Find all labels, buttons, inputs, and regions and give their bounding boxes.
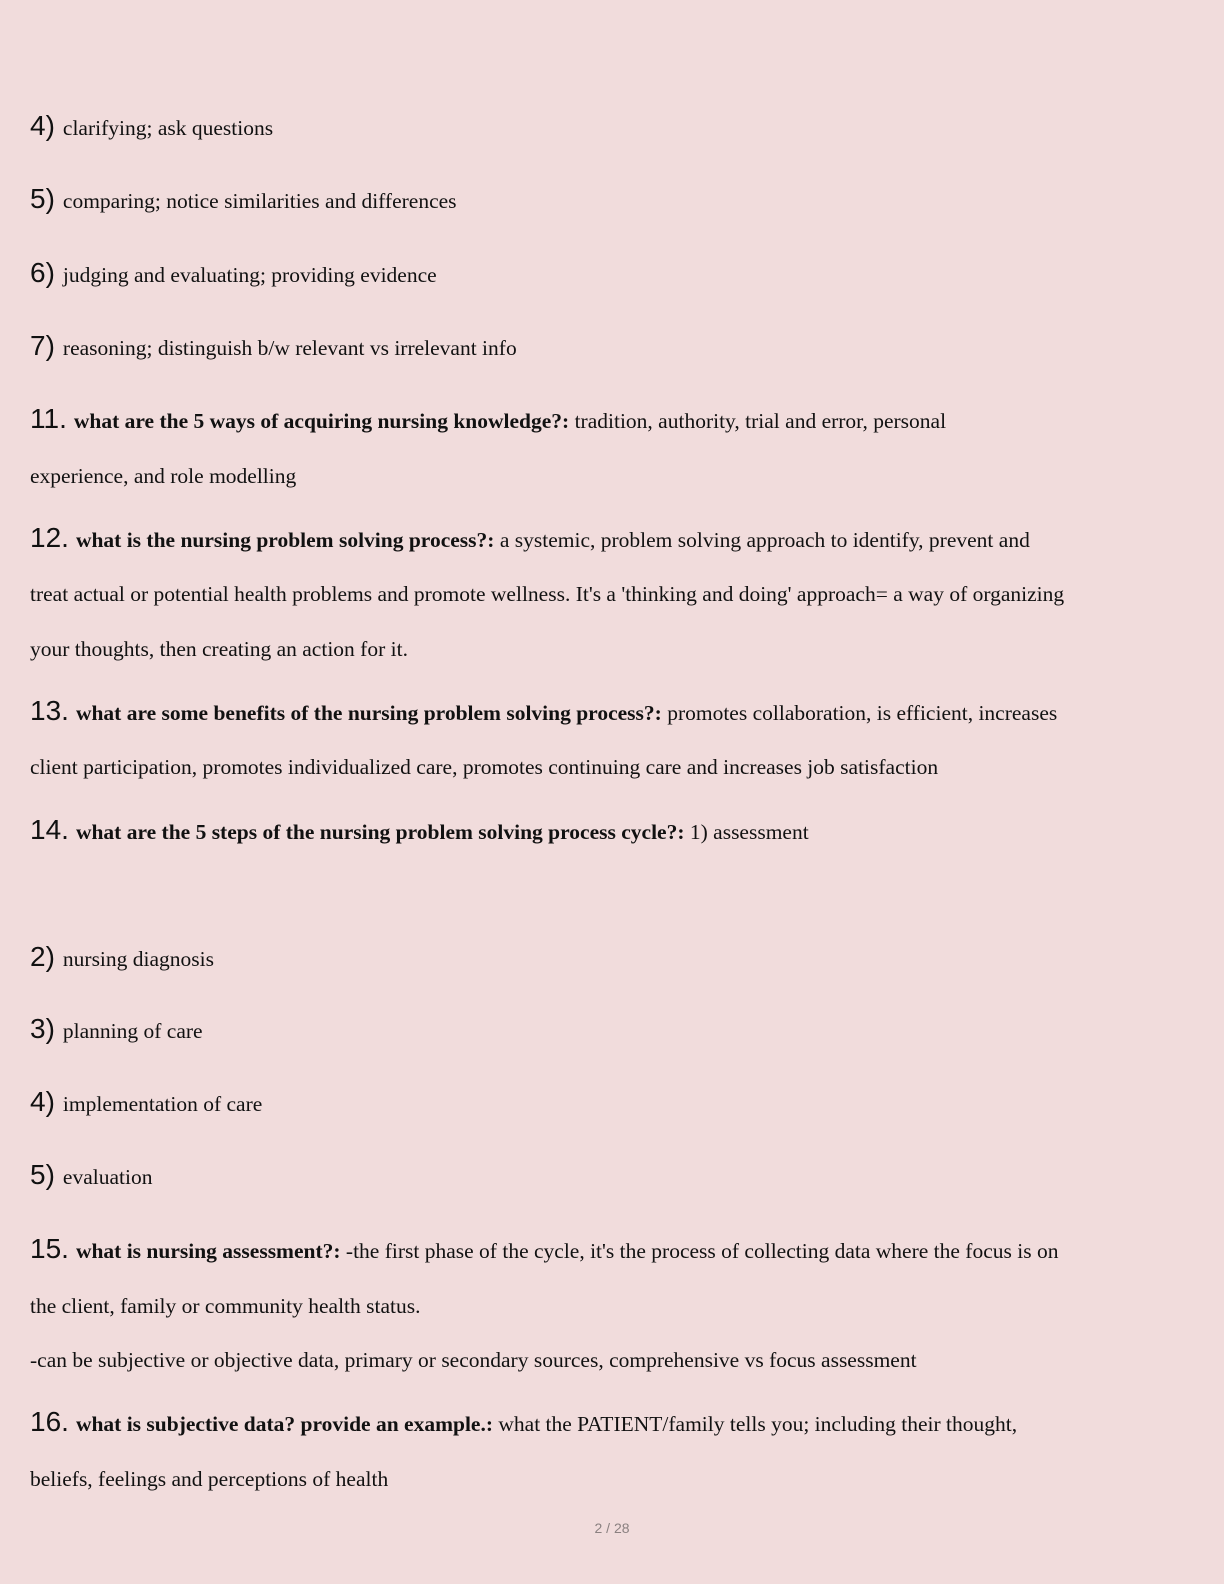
item-text: judging and evaluating; providing evidence <box>62 263 437 287</box>
question-text: what are some benefits of the nursing problem solving process?: <box>75 701 662 725</box>
page-number: 2 / 28 <box>594 1520 630 1536</box>
list-item <box>30 332 517 362</box>
question-11 <box>30 405 946 435</box>
answer-text: -the first phase of the cycle, it's the process of collecting data where the focus is on <box>345 1239 1059 1263</box>
question-number: 15. <box>30 1233 69 1264</box>
question-13 <box>30 697 1057 727</box>
list-item <box>30 943 214 973</box>
item-text: clarifying; ask questions <box>62 116 274 140</box>
answer-text: promotes collaboration, is efficient, increases <box>667 701 1058 725</box>
item-number: 7) <box>30 330 55 361</box>
question-15 <box>30 1235 1058 1265</box>
question-text: what are the 5 steps of the nursing problem solving process cycle?: <box>75 820 685 844</box>
item-number: 2) <box>30 941 55 972</box>
question-number: 13. <box>30 695 69 726</box>
question-text: what is subjective data? provide an example.: <box>75 1412 493 1436</box>
list-item <box>30 259 437 289</box>
answer-continuation: the client, family or community health status. <box>30 1294 421 1318</box>
question-number: 11. <box>30 403 67 434</box>
item-number: 3) <box>30 1013 55 1044</box>
answer-continuation: experience, and role modelling <box>30 464 297 488</box>
list-item <box>30 1161 152 1191</box>
question-text: what is nursing assessment?: <box>75 1239 341 1263</box>
list-item <box>30 112 273 142</box>
item-text: reasoning; distinguish b/w relevant vs irrelevant info <box>62 336 517 360</box>
question-12 <box>30 524 1030 554</box>
answer-text: tradition, authority, trial and error, personal <box>574 409 947 433</box>
item-number: 4) <box>30 110 55 141</box>
list-item <box>30 1088 262 1118</box>
answer-continuation: beliefs, feelings and perceptions of health <box>30 1467 389 1491</box>
answer-text: 1) assessment <box>689 820 809 844</box>
question-text: what are the 5 ways of acquiring nursing knowledge?: <box>73 409 570 433</box>
answer-continuation: your thoughts, then creating an action for it. <box>30 637 408 661</box>
item-number: 6) <box>30 257 55 288</box>
item-number: 4) <box>30 1086 55 1117</box>
item-text: nursing diagnosis <box>62 947 215 971</box>
question-number: 14. <box>30 814 69 845</box>
list-item <box>30 185 457 215</box>
question-number: 12. <box>30 522 69 553</box>
question-text: what is the nursing problem solving process?: <box>75 528 495 552</box>
list-item <box>30 1015 203 1045</box>
question-14 <box>30 816 809 846</box>
answer-continuation: client participation, promotes individualized care, promotes continuing care and increases job satisfaction <box>30 755 939 779</box>
question-number: 16. <box>30 1406 69 1437</box>
answer-text: what the PATIENT/family tells you; including their thought, <box>498 1412 1018 1436</box>
answer-text: a systemic, problem solving approach to identify, prevent and <box>499 528 1030 552</box>
answer-continuation: -can be subjective or objective data, primary or secondary sources, comprehensive vs focus assessment <box>30 1348 917 1372</box>
item-text: implementation of care <box>62 1092 263 1116</box>
question-16 <box>30 1408 1017 1438</box>
item-text: evaluation <box>62 1165 153 1189</box>
item-number: 5) <box>30 183 55 214</box>
item-text: planning of care <box>62 1019 203 1043</box>
item-text: comparing; notice similarities and differences <box>62 189 457 213</box>
answer-continuation: treat actual or potential health problems and promote wellness. It's a 'thinking and doing' approach= a way of organizing <box>30 582 1065 606</box>
item-number: 5) <box>30 1159 55 1190</box>
